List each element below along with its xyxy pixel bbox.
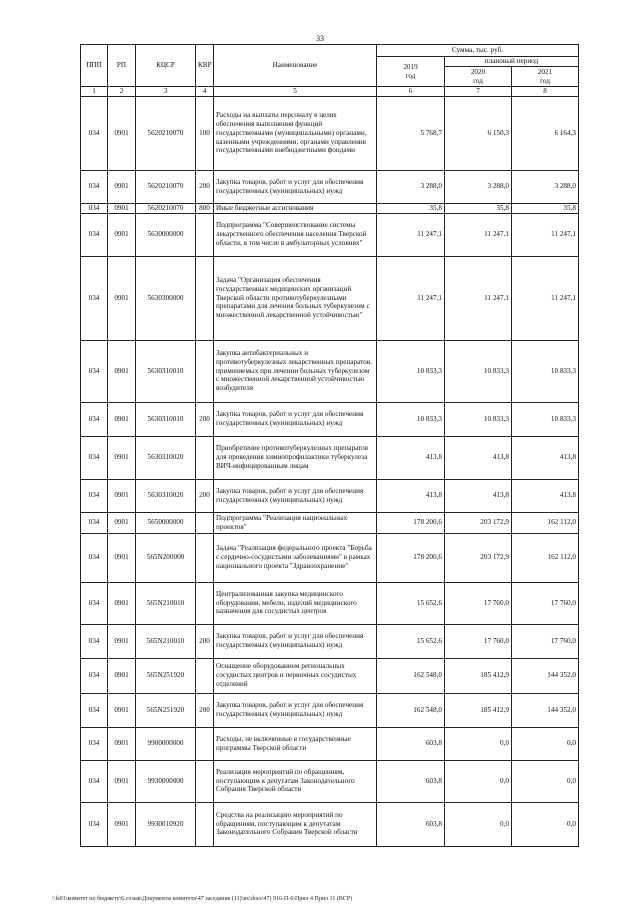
cell-kcsr: 9930010920	[136, 802, 196, 846]
header-column-numbers	[81, 87, 579, 97]
cell-rp: 0901	[108, 802, 136, 846]
cell-ppp: 034	[81, 760, 108, 802]
header-ppp: ППП	[81, 45, 108, 87]
cell-v2020: 10 833,3	[445, 402, 512, 436]
cell-kcsr: 5630310020	[136, 436, 196, 479]
cell-v2021: 17 760,0	[512, 624, 579, 658]
table-row	[81, 760, 579, 802]
table-row	[81, 693, 579, 727]
cell-rp: 0901	[108, 727, 136, 760]
header-year-2020: 2020 год	[445, 67, 512, 87]
table-row	[81, 512, 579, 533]
cell-name: Приобретение противотуберкулезных препаратов для проведения химиопрофилактики туберкулеза ВИЧ-инфицированным лицам	[214, 436, 377, 479]
table-row	[81, 658, 579, 693]
table-row	[81, 256, 579, 340]
table-row	[81, 96, 579, 170]
cell-v2021: 162 112,0	[512, 512, 579, 533]
cell-ppp: 034	[81, 624, 108, 658]
cell-kcsr: 5630300000	[136, 256, 196, 340]
header-year-2021: 2021 год	[512, 67, 579, 87]
cell-kvr: 200	[196, 170, 214, 203]
header-kvr: КВР	[196, 45, 214, 87]
column-number: 6	[377, 87, 445, 97]
cell-rp: 0901	[108, 436, 136, 479]
header-name: Наименование	[214, 45, 377, 87]
cell-kvr	[196, 582, 214, 624]
table-row	[81, 624, 579, 658]
cell-name: Реализация мероприятий по обращениям, поступающим к депутатам Законодательного Собрания Тверской области	[214, 760, 377, 802]
cell-kvr	[196, 760, 214, 802]
cell-v2020: 6 150,3	[445, 96, 512, 170]
cell-ppp: 034	[81, 256, 108, 340]
cell-kvr	[196, 436, 214, 479]
cell-name: Закупка антибактериальных и противотуберкулезных лекарственных препаратов, применяемых при лечении больных туберкулезом с множественной лекарственной устойчивостью возбудителя	[214, 340, 377, 402]
table-header	[81, 45, 579, 97]
cell-rp: 0901	[108, 624, 136, 658]
footer-file-path: \\fs01\комитет по бюджету\6 созыв\Документы комитета\47 заседание (11)\вх\docs\47) 916-П-6\Прил 4 Прил 11 (ВСР)	[52, 896, 353, 902]
column-number: 4	[196, 87, 214, 97]
cell-rp: 0901	[108, 693, 136, 727]
cell-rp: 0901	[108, 96, 136, 170]
cell-v2019: 3 288,0	[377, 170, 445, 203]
column-number: 1	[81, 87, 108, 97]
cell-rp: 0901	[108, 582, 136, 624]
cell-kvr: 200	[196, 479, 214, 512]
page-number: 33	[316, 34, 324, 43]
cell-rp: 0901	[108, 256, 136, 340]
cell-v2020: 185 412,9	[445, 658, 512, 693]
cell-v2021: 144 352,0	[512, 658, 579, 693]
table-row	[81, 582, 579, 624]
cell-kvr: 800	[196, 203, 214, 213]
cell-rp: 0901	[108, 170, 136, 203]
cell-v2021: 0,0	[512, 802, 579, 846]
column-number: 2	[108, 87, 136, 97]
cell-v2020: 3 288,0	[445, 170, 512, 203]
column-number: 8	[512, 87, 579, 97]
cell-v2020: 413,8	[445, 479, 512, 512]
cell-v2020: 185 412,9	[445, 693, 512, 727]
cell-ppp: 034	[81, 802, 108, 846]
cell-v2021: 17 760,0	[512, 582, 579, 624]
cell-v2019: 162 548,0	[377, 693, 445, 727]
table-row	[81, 533, 579, 582]
table-row	[81, 170, 579, 203]
cell-rp: 0901	[108, 760, 136, 802]
cell-v2020: 10 833,3	[445, 340, 512, 402]
cell-v2019: 603,8	[377, 802, 445, 846]
table-row	[81, 802, 579, 846]
cell-ppp: 034	[81, 203, 108, 213]
table-body	[81, 96, 579, 846]
table-row	[81, 436, 579, 479]
cell-v2021: 0,0	[512, 760, 579, 802]
cell-kvr: 200	[196, 624, 214, 658]
cell-kcsr: 5630310010	[136, 340, 196, 402]
cell-ppp: 034	[81, 512, 108, 533]
cell-v2020: 11 247,1	[445, 256, 512, 340]
header-sum-title: Сумма, тыс. руб.	[377, 45, 579, 57]
cell-rp: 0901	[108, 658, 136, 693]
cell-ppp: 034	[81, 340, 108, 402]
cell-name: Расходы, не включенные в государственные программы Тверской области	[214, 727, 377, 760]
cell-v2020: 203 172,9	[445, 512, 512, 533]
cell-kcsr: 9900000000	[136, 727, 196, 760]
cell-v2019: 11 247,1	[377, 213, 445, 256]
cell-kvr: 100	[196, 96, 214, 170]
cell-name: Централизованная закупка медицинского оборудования, мебели, изделий медицинского назначения для сосудистых центров	[214, 582, 377, 624]
cell-kcsr: 5630310010	[136, 402, 196, 436]
cell-kvr	[196, 533, 214, 582]
cell-kcsr: 565N210010	[136, 582, 196, 624]
cell-kvr: 200	[196, 693, 214, 727]
cell-v2020: 203 172,9	[445, 533, 512, 582]
cell-rp: 0901	[108, 213, 136, 256]
cell-rp: 0901	[108, 402, 136, 436]
cell-v2021: 0,0	[512, 727, 579, 760]
cell-ppp: 034	[81, 582, 108, 624]
cell-v2019: 15 652,6	[377, 624, 445, 658]
cell-kvr	[196, 727, 214, 760]
cell-kcsr: 5620210070	[136, 96, 196, 170]
cell-name: Расходы на выплаты персоналу в целях обеспечения выполнения функций государственными (муниципальными) органами, казенными учреждениями, органами управления государственными внебюджетными фондами	[214, 96, 377, 170]
cell-v2019: 413,8	[377, 479, 445, 512]
table-row	[81, 340, 579, 402]
column-number: 7	[445, 87, 512, 97]
cell-kcsr: 5620210070	[136, 203, 196, 213]
cell-name: Задача "Реализация федерального проекта "Борьба с сердечно-сосудистыми заболеваниями" в рамках национального проекта "Здравоохранение"	[214, 533, 377, 582]
table-row	[81, 479, 579, 512]
cell-v2021: 162 112,0	[512, 533, 579, 582]
table-row	[81, 213, 579, 256]
cell-v2020: 17 760,0	[445, 582, 512, 624]
cell-v2021: 144 352,0	[512, 693, 579, 727]
cell-kcsr: 5630000000	[136, 213, 196, 256]
cell-v2019: 178 200,6	[377, 512, 445, 533]
cell-name: Закупка товаров, работ и услуг для обеспечения государственных (муниципальных) нужд	[214, 402, 377, 436]
cell-v2019: 10 833,3	[377, 402, 445, 436]
cell-v2021: 3 288,0	[512, 170, 579, 203]
cell-v2019: 10 833,3	[377, 340, 445, 402]
cell-v2021: 11 247,1	[512, 213, 579, 256]
cell-name: Закупка товаров, работ и услуг для обеспечения государственных (муниципальных) нужд	[214, 170, 377, 203]
cell-kcsr: 9930000000	[136, 760, 196, 802]
cell-v2019: 603,8	[377, 760, 445, 802]
cell-v2020: 0,0	[445, 727, 512, 760]
cell-name: Оснащение оборудованием региональных сосудистых центров и первичных сосудистых отделений	[214, 658, 377, 693]
cell-ppp: 034	[81, 727, 108, 760]
cell-name: Подпрограмма "Совершенствование системы лекарственного обеспечения населения Тверской области, в том числе в амбулаторных условиях"	[214, 213, 377, 256]
cell-v2021: 35,8	[512, 203, 579, 213]
cell-v2020: 35,8	[445, 203, 512, 213]
cell-v2021: 11 247,1	[512, 256, 579, 340]
cell-name: Иные бюджетные ассигнования	[214, 203, 377, 213]
cell-v2020: 17 760,0	[445, 624, 512, 658]
cell-kcsr: 5650000000	[136, 512, 196, 533]
cell-v2021: 413,8	[512, 479, 579, 512]
cell-kvr	[196, 340, 214, 402]
cell-v2019: 162 548,0	[377, 658, 445, 693]
cell-ppp: 034	[81, 436, 108, 479]
cell-v2020: 0,0	[445, 802, 512, 846]
cell-rp: 0901	[108, 512, 136, 533]
cell-v2021: 6 164,3	[512, 96, 579, 170]
cell-ppp: 034	[81, 213, 108, 256]
column-number: 5	[214, 87, 377, 97]
cell-name: Закупка товаров, работ и услуг для обеспечения государственных (муниципальных) нужд	[214, 693, 377, 727]
cell-kcsr: 5620210070	[136, 170, 196, 203]
cell-rp: 0901	[108, 203, 136, 213]
cell-kvr	[196, 256, 214, 340]
budget-table	[80, 44, 579, 847]
cell-ppp: 034	[81, 170, 108, 203]
cell-v2019: 11 247,1	[377, 256, 445, 340]
cell-name: Средства на реализацию мероприятий по обращениям, поступающим к депутатам Законодательного Собрания Тверской области	[214, 802, 377, 846]
header-kcsr: КЦСР	[136, 45, 196, 87]
cell-kcsr: 565N251920	[136, 658, 196, 693]
cell-v2021: 10 833,3	[512, 340, 579, 402]
cell-kvr: 200	[196, 402, 214, 436]
cell-kvr	[196, 658, 214, 693]
table-row	[81, 727, 579, 760]
cell-kcsr: 565N210010	[136, 624, 196, 658]
cell-kcsr: 565N200000	[136, 533, 196, 582]
header-rp: РП	[108, 45, 136, 87]
header-plan-period: плановый период	[445, 57, 579, 67]
cell-ppp: 034	[81, 658, 108, 693]
cell-kcsr: 565N251920	[136, 693, 196, 727]
cell-kcsr: 5630310020	[136, 479, 196, 512]
table-row	[81, 402, 579, 436]
cell-kvr	[196, 802, 214, 846]
cell-ppp: 034	[81, 96, 108, 170]
cell-ppp: 034	[81, 479, 108, 512]
cell-rp: 0901	[108, 479, 136, 512]
cell-v2021: 10 833,3	[512, 402, 579, 436]
column-number: 3	[136, 87, 196, 97]
cell-v2019: 35,8	[377, 203, 445, 213]
cell-name: Подпрограмма "Реализация национальных проектов"	[214, 512, 377, 533]
table-row	[81, 203, 579, 213]
cell-rp: 0901	[108, 533, 136, 582]
cell-name: Задача "Организация обеспечения государственных медицинских организаций Тверской области противотуберкулезными препаратами для лечения больных туберкулезом с множественной лекарственной устойчивостью"	[214, 256, 377, 340]
cell-v2019: 603,8	[377, 727, 445, 760]
cell-v2020: 11 247,1	[445, 213, 512, 256]
cell-v2019: 178 200,6	[377, 533, 445, 582]
cell-ppp: 034	[81, 533, 108, 582]
cell-name: Закупка товаров, работ и услуг для обеспечения государственных (муниципальных) нужд	[214, 624, 377, 658]
cell-name: Закупка товаров, работ и услуг для обеспечения государственных (муниципальных) нужд	[214, 479, 377, 512]
cell-v2020: 413,8	[445, 436, 512, 479]
cell-kvr	[196, 213, 214, 256]
cell-v2019: 5 768,7	[377, 96, 445, 170]
cell-ppp: 034	[81, 402, 108, 436]
cell-v2019: 15 652,6	[377, 582, 445, 624]
cell-kvr	[196, 512, 214, 533]
cell-rp: 0901	[108, 340, 136, 402]
cell-v2021: 413,8	[512, 436, 579, 479]
cell-ppp: 034	[81, 693, 108, 727]
header-year-2019: 2019 год	[377, 57, 445, 87]
cell-v2020: 0,0	[445, 760, 512, 802]
cell-v2019: 413,8	[377, 436, 445, 479]
